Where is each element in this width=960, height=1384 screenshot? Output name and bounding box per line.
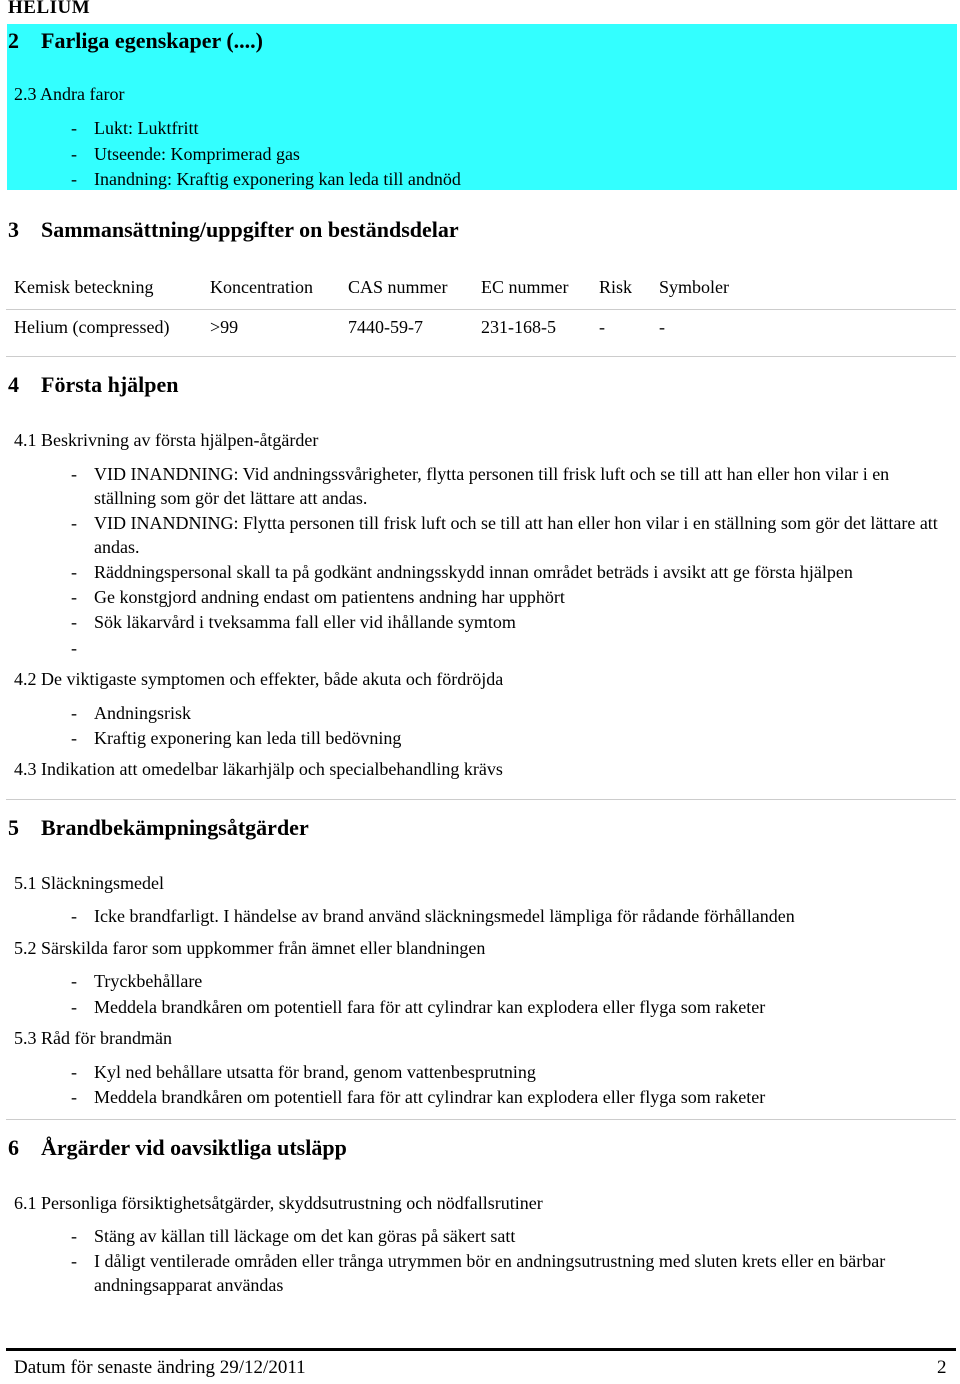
document-title: HELIUM (8, 0, 91, 18)
section-number: 3 (8, 217, 19, 242)
subsection-5-2: 5.2 Särskilda faror som uppkommer från ämnet eller blandningen (14, 938, 486, 958)
footer-date: Datum för senaste ändring 29/12/2011 (14, 1357, 306, 1378)
table-header-cell: Symboler (659, 277, 729, 297)
section-title: Brandbekämpningsåtgärder (41, 815, 309, 840)
footer-divider (6, 1348, 956, 1351)
section-divider (6, 799, 956, 800)
section-3-heading (8, 217, 908, 245)
section-2-heading (8, 28, 908, 56)
page-number: 2 (937, 1357, 947, 1378)
table-header-cell: Kemisk beteckning (14, 277, 154, 297)
section-title: Första hjälpen (41, 372, 179, 397)
table-header-cell: CAS nummer (348, 277, 448, 297)
subsection-4-2: 4.2 De viktigaste symptomen och effekter, både akuta och fördröjda (14, 669, 504, 689)
section-divider (6, 1119, 956, 1120)
subsection-4-1: 4.1 Beskrivning av första hjälpen-åtgärder (14, 430, 319, 450)
table-header-cell: EC nummer (481, 277, 569, 297)
section-4-heading (8, 372, 908, 400)
subsection-5-1: 5.1 Släckningsmedel (14, 873, 164, 893)
section-number: 6 (8, 1135, 19, 1160)
section-number: 4 (8, 372, 19, 397)
table-header-cell: Risk (599, 277, 633, 297)
table-cell: 231-168-5 (481, 317, 556, 337)
subsection-4-3: 4.3 Indikation att omedelbar läkarhjälp och specialbehandling krävs (14, 759, 503, 779)
table-divider (6, 356, 956, 357)
section-title: Sammansättning/uppgifter on beständsdelar (41, 217, 459, 242)
subsection-2-3: 2.3 Andra faror (14, 84, 125, 104)
table-cell: - (599, 317, 605, 337)
section-6-heading (8, 1135, 908, 1163)
table-cell: Helium (compressed) (14, 317, 170, 337)
section-number: 2 (8, 28, 19, 53)
table-header-cell: Koncentration (210, 277, 313, 297)
table-divider (6, 309, 956, 310)
table-cell: - (659, 317, 665, 337)
section-title: Farliga egenskaper (....) (41, 28, 264, 53)
section-title: Årgärder vid oavsiktliga utsläpp (41, 1135, 347, 1160)
table-cell: >99 (210, 317, 239, 337)
subsection-5-3: 5.3 Råd för brandmän (14, 1028, 172, 1048)
section-5-heading (8, 815, 908, 843)
table-cell: 7440-59-7 (348, 317, 423, 337)
subsection-6-1: 6.1 Personliga försiktighetsåtgärder, skyddsutrustning och nödfallsrutiner (14, 1193, 543, 1213)
section-number: 5 (8, 815, 19, 840)
